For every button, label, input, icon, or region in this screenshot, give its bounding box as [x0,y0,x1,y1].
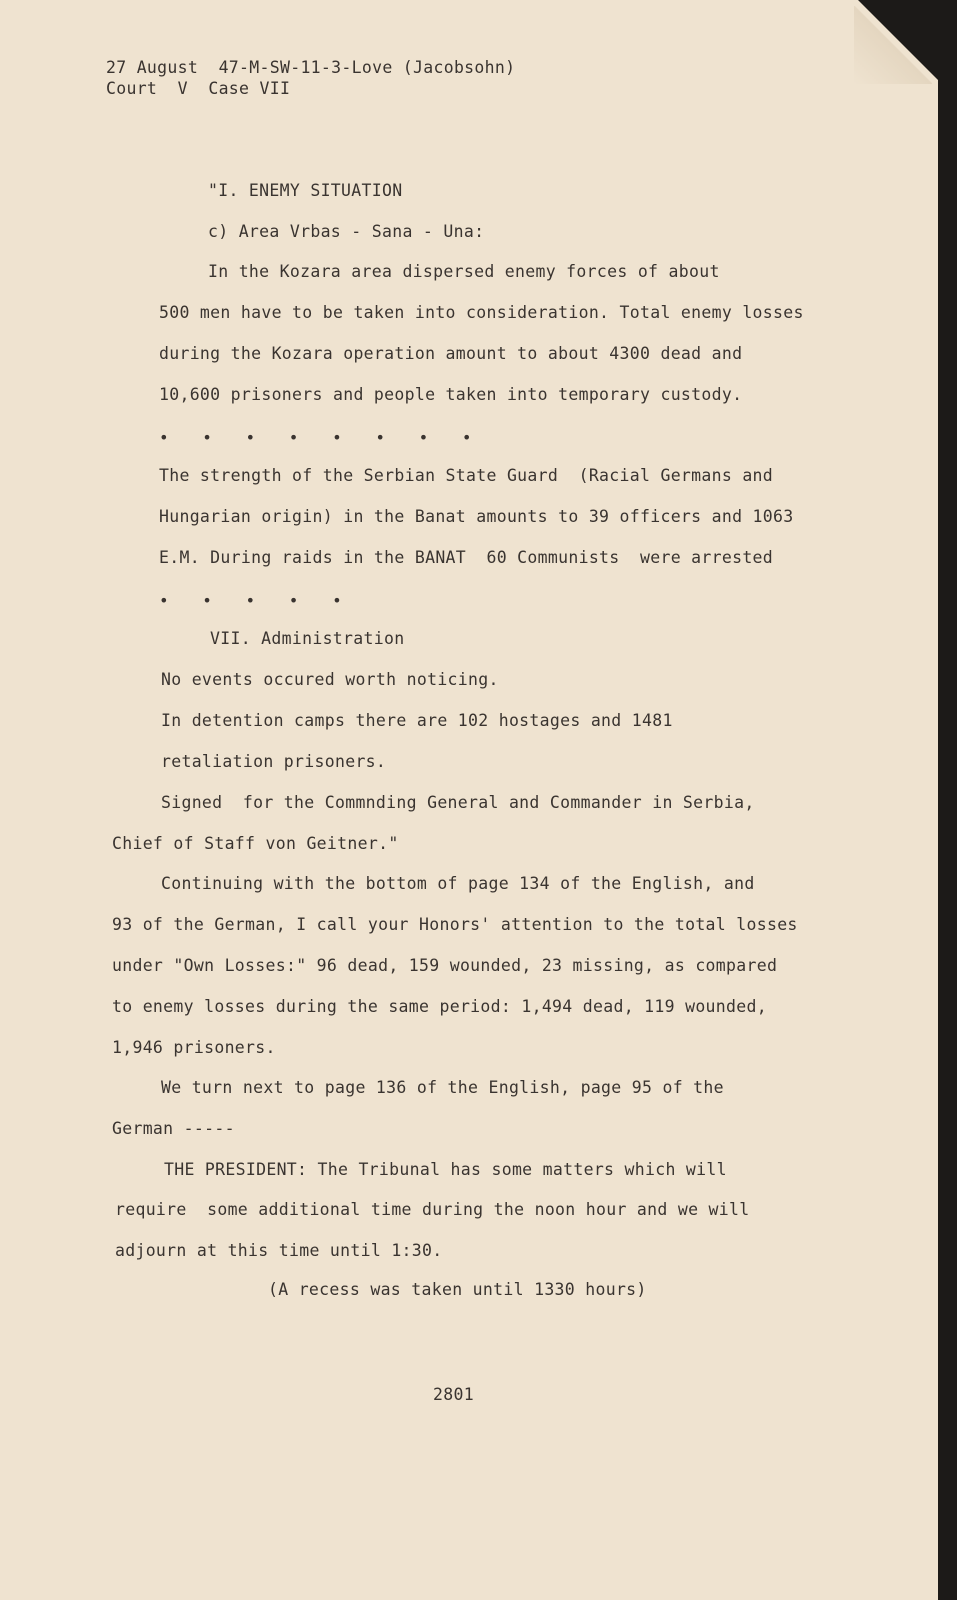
text-line: No events occured worth noticing. [161,670,499,689]
text-line: German ----- [112,1119,235,1138]
text-line: adjourn at this time until 1:30. [115,1241,443,1260]
text-line: In detention camps there are 102 hostages and 1481 [161,711,673,730]
separator-dots-2: • • • • • [159,591,354,610]
header-line-2: Court V Case VII [106,79,291,98]
recess-note: (A recess was taken until 1330 hours) [268,1280,647,1299]
text-line: during the Kozara operation amount to about 4300 dead and [159,344,743,363]
separator-dots-1: • • • • • • • • [159,428,484,447]
header-line-1: 27 August 47-M-SW-11-3-Love (Jacobsohn) [106,58,516,77]
signature-line: Signed for the Commnding General and Commander in Serbia, [161,793,755,812]
text-line: 93 of the German, I call your Honors' attention to the total losses [112,915,798,934]
text-line: E.M. During raids in the BANAT 60 Communists were arrested [159,548,774,567]
text-line: Continuing with the bottom of page 134 of the English, and [161,874,755,893]
text-line: 500 men have to be taken into consideration. Total enemy losses [159,303,804,322]
text-line: to enemy losses during the same period: 1,494 dead, 119 wounded, [112,997,767,1016]
text-line: 1,946 prisoners. [112,1038,276,1057]
section-heading-administration: VII. Administration [210,629,405,648]
signature-name: Chief of Staff von Geitner." [112,834,399,853]
page-number: 2801 [433,1385,474,1404]
page-corner [858,0,938,80]
text-line: Hungarian origin) in the Banat amounts to 39 officers and 1063 [159,507,794,526]
text-line: We turn next to page 136 of the English, page 95 of the [161,1078,724,1097]
text-line: In the Kozara area dispersed enemy forces of about [208,262,720,281]
text-line: retaliation prisoners. [161,752,387,771]
text-line: The strength of the Serbian State Guard (Racial Germans and [159,466,774,485]
text-line: require some additional time during the noon hour and we will [115,1200,750,1219]
text-line: 10,600 prisoners and people taken into temporary custody. [159,385,743,404]
president-statement: THE PRESIDENT: The Tribunal has some matters which will [164,1160,727,1179]
text-line: under "Own Losses:" 96 dead, 159 wounded, 23 missing, as compared [112,956,778,975]
subheading-area: c) Area Vrbas - Sana - Una: [208,222,485,241]
section-heading-enemy-situation: "I. ENEMY SITUATION [208,181,403,200]
